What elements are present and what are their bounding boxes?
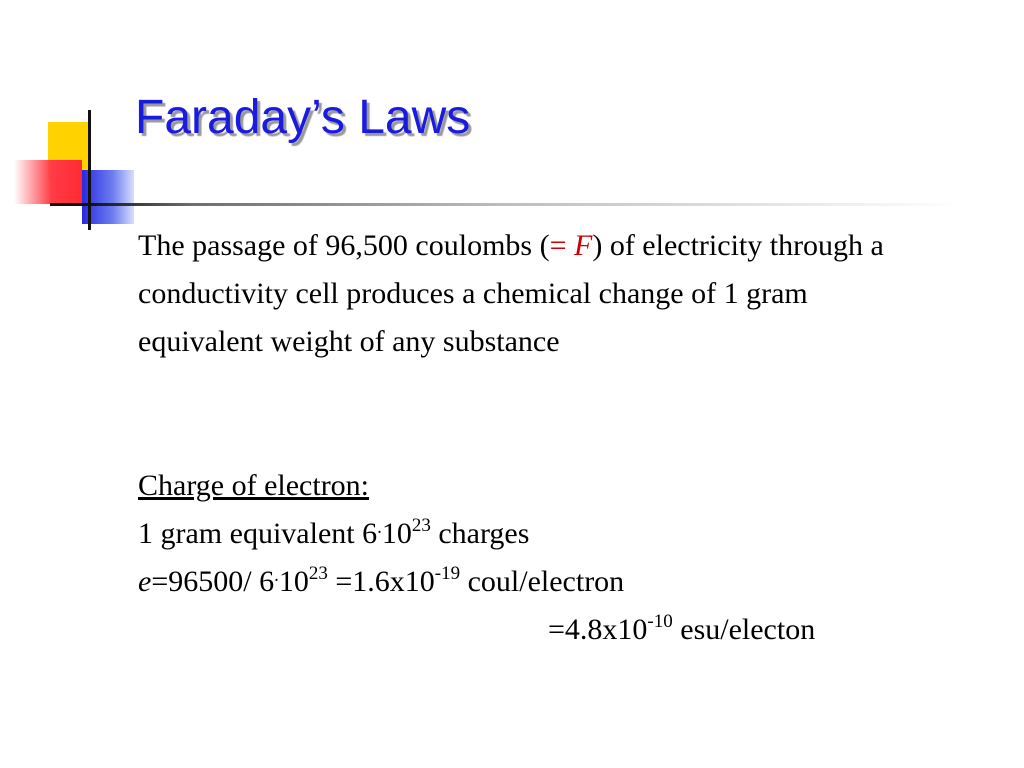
- faraday-paragraph: [138, 222, 938, 366]
- line1-text-a: 1 gram equivalent 6: [138, 517, 378, 550]
- line2-text-a: =96500/ 6: [151, 565, 275, 598]
- slide-body: [138, 222, 938, 654]
- paragraph-text-before: The passage of 96,500 coulombs (: [138, 229, 550, 262]
- decor-vertical-line: [88, 110, 91, 230]
- line2-text-b: =1.6x10: [327, 565, 435, 598]
- line2-text-c: coul/electron: [460, 565, 625, 598]
- faraday-symbol: F: [574, 229, 593, 262]
- charge-line-2: [138, 558, 938, 606]
- line2-variable-e: e: [138, 565, 152, 598]
- line2-base: 10: [278, 565, 309, 598]
- line1-exponent: 23: [411, 515, 431, 536]
- decor-red-square: [14, 160, 82, 204]
- line1-base: 10: [381, 517, 412, 550]
- line3-text-b: esu/electon: [672, 613, 816, 646]
- decor-horizontal-line: [50, 203, 960, 206]
- slide-title: Faraday’s Laws: [135, 91, 471, 144]
- equals-sign: =: [549, 229, 574, 262]
- paragraph-text-after: ) of electricity through a conductivity cell produces a chemical change of 1 gram equivalent weight of any substance: [138, 229, 884, 358]
- charge-heading-text: Charge of electron:: [138, 469, 370, 502]
- line2-exponent-2: -19: [434, 563, 461, 584]
- spacer: [138, 366, 938, 462]
- charge-heading: [138, 462, 938, 510]
- charge-line-1: [138, 510, 938, 558]
- line3-exponent: -10: [647, 611, 673, 632]
- line2-exponent-1: 23: [308, 563, 328, 584]
- line2-dot: .: [274, 565, 279, 586]
- line3-text-a: =4.8x10: [548, 613, 648, 646]
- line1-text-b: charges: [430, 517, 530, 550]
- charge-line-3: [138, 606, 938, 654]
- line1-dot: .: [377, 517, 382, 538]
